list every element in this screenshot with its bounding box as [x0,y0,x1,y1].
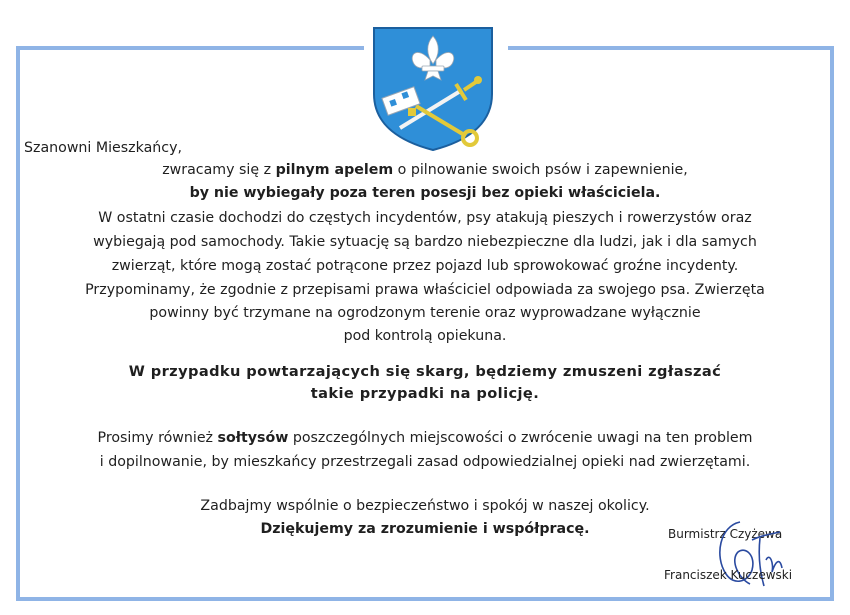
frame-top-left [16,46,364,50]
closing-line: Zadbajmy wspólnie o bezpieczeństwo i spokój w naszej okolicy. [200,498,650,514]
request-emphasis: sołtysów [217,430,289,446]
request-text: poszczególnych miejscowości o zwrócenie uwagi na ten problem [288,430,753,446]
request-text: Prosimy również [97,430,218,446]
frame-bottom [16,597,834,601]
frame-right [830,46,834,601]
appeal-text: zwracamy się z [162,162,276,178]
appeal-emphasis: pilnym apelem [275,162,394,178]
body-line: W ostatni czasie dochodzi do częstych incydentów, psy atakują pieszych i rowerzystów oraz [98,210,752,226]
signature-title: Burmistrz Czyżewa [668,527,783,541]
appeal-line-2 [0,183,850,203]
greeting: Szanowni Mieszkańcy, [24,140,182,156]
frame-top-right [508,46,834,50]
body-line: Przypominamy, że zgodnie z przepisami prawa właściciel odpowiada za swojego psa. Zwierzęta [85,282,765,298]
appeal-line-1 [0,160,850,180]
body-line: wybiegają pod samochody. Takie sytuację są bardzo niebezpieczne dla ludzi, jak i dla samych [93,234,757,250]
body-line: zwierząt, które mogą zostać potrącone przez pojazd lub sprowokować groźne incydenty. [111,258,739,274]
appeal-main-request: by nie wybiegały poza teren posesji bez opieki właściciela. [189,185,661,201]
body-line: powinny być trzymane na ogrodzonym terenie oraz wyprowadzane wyłącznie [149,305,701,321]
sołtys-request-line-1 [0,428,850,448]
coat-of-arms-icon [370,24,496,152]
sołtys-request-line-2: i dopilnowanie, by mieszkańcy przestrzegali zasad odpowiedzialnej opieki nad zwierzętami. [99,454,751,470]
warning-line: W przypadku powtarzających się skarg, będziemy zmuszeni zgłaszać [128,363,722,380]
warning-line: takie przypadki na policję. [310,385,540,402]
frame-left [16,46,20,601]
appeal-text: o pilnowanie swoich psów i zapewnienie, [393,162,688,178]
handwritten-signature-icon [700,516,792,594]
thanks-text: Dziękujemy za zrozumienie i współpracę. [260,521,590,537]
signature-name: Franciszek Kuczewski [664,568,793,582]
body-line: pod kontrolą opiekuna. [343,328,507,344]
